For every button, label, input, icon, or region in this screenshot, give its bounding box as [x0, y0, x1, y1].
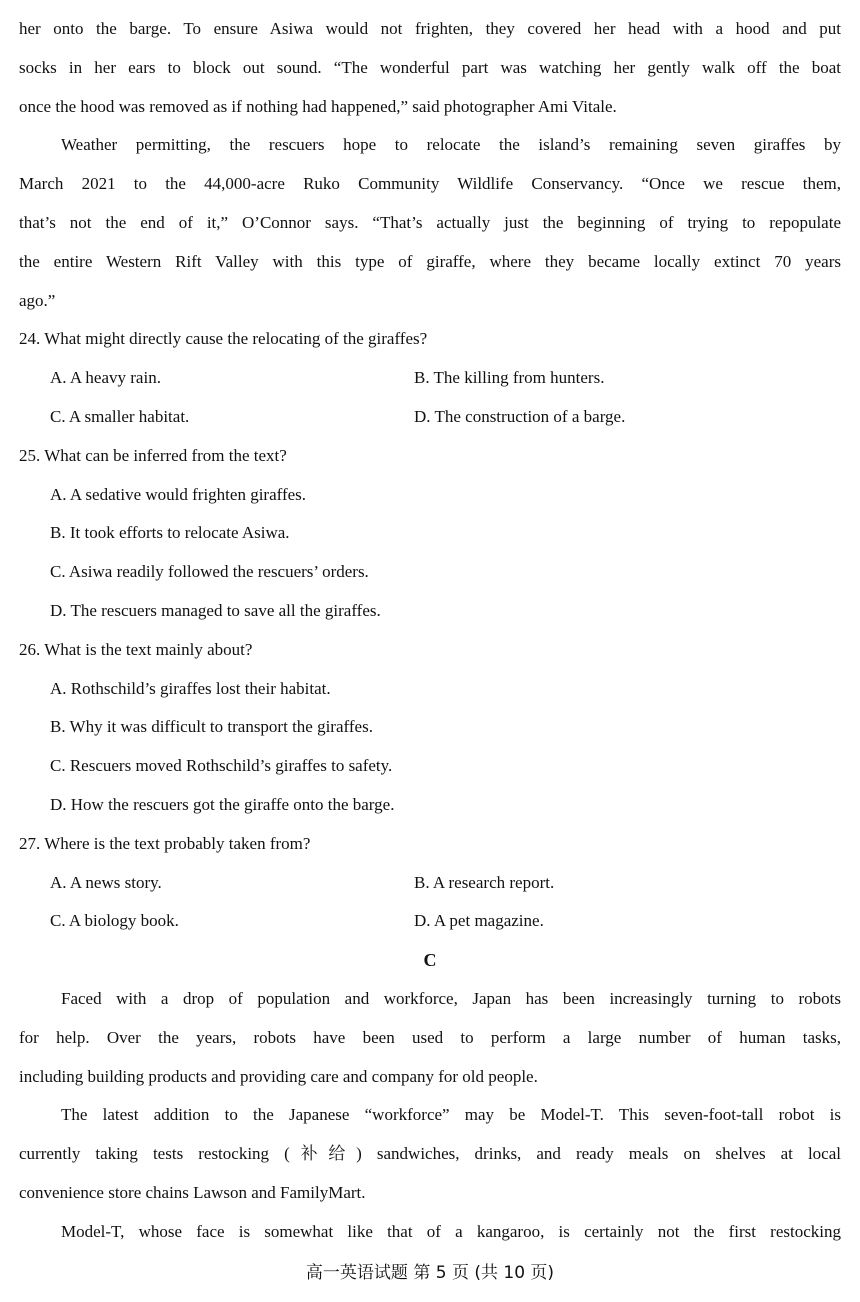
question-stem: 27. Where is the text probably taken from?	[19, 833, 311, 853]
question-27	[19, 825, 841, 941]
text-line: currently taking tests restocking (补给) sandwiches, drinks, and ready meals on shelves at local	[19, 1144, 841, 1164]
question-stem: 25. What can be inferred from the text?	[19, 445, 287, 465]
option-b: B. A research report.	[414, 872, 555, 892]
option-b: B. Why it was difficult to transport the giraffes.	[50, 717, 373, 737]
option-c: C. A smaller habitat.	[50, 406, 190, 426]
text-line: her onto the barge. To ensure Asiwa would not frighten, they covered her head with a hood and put	[19, 19, 841, 38]
option-row	[19, 398, 841, 437]
passage-b-paragraph-2	[19, 126, 841, 320]
option-b: B. The killing from hunters.	[414, 368, 605, 388]
option-row	[19, 902, 841, 941]
passage-c-paragraph-3	[19, 1213, 841, 1252]
option-d: D. How the rescuers got the giraffe onto the barge.	[50, 794, 395, 814]
exam-page	[19, 10, 841, 1252]
option-d: D. The construction of a barge.	[414, 406, 626, 426]
question-stem: 26. What is the text mainly about?	[19, 639, 253, 659]
passage-c-paragraph-2	[19, 1096, 841, 1212]
text-line: socks in her ears to block out sound. “The wonderful part was watching her gently walk off the boat	[19, 57, 841, 77]
option-a: A. A heavy rain.	[50, 368, 161, 388]
option-a: A. Rothschild’s giraffes lost their habitat.	[50, 678, 331, 698]
option-a: A. A sedative would frighten giraffes.	[50, 484, 307, 504]
text-line: once the hood was removed as if nothing had happened,” said photographer Ami Vitale.	[19, 96, 617, 116]
question-24	[19, 320, 841, 436]
text-line: including building products and providing care and company for old people.	[19, 1066, 538, 1086]
text-line: that’s not the end of it,” O’Connor says. “That’s actually just the beginning of trying to repopulate	[19, 212, 841, 232]
text-line: ago.”	[19, 290, 56, 310]
option-row	[19, 864, 841, 903]
question-26	[19, 631, 841, 825]
passage-b-paragraph-1	[19, 10, 841, 126]
question-25	[19, 437, 841, 631]
passage-c-paragraph-1	[19, 980, 841, 1096]
section-heading: C	[423, 950, 437, 971]
option-d: D. A pet magazine.	[414, 911, 544, 931]
option-c: C. Rescuers moved Rothschild’s giraffes to safety.	[50, 756, 393, 776]
text-line: Faced with a drop of population and workforce, Japan has been increasingly turning to robots	[61, 988, 841, 1008]
text-line: the entire Western Rift Valley with this type of giraffe, where they became locally extinct 70 years	[19, 251, 841, 271]
text-line: convenience store chains Lawson and FamilyMart.	[19, 1182, 366, 1202]
page-footer: 高一英语试题 第 5 页 (共 10 页)	[305, 1263, 555, 1283]
text-line: The latest addition to the Japanese “workforce” may be Model-T. This seven-foot-tall robot is	[61, 1105, 841, 1125]
text-line: Model-T, whose face is somewhat like that of a kangaroo, is certainly not the first restocking	[61, 1221, 841, 1241]
option-d: D. The rescuers managed to save all the giraffes.	[50, 600, 381, 620]
text-line: Weather permitting, the rescuers hope to relocate the island’s remaining seven giraffes by	[61, 135, 841, 155]
text-line: for help. Over the years, robots have been used to perform a large number of human tasks,	[19, 1027, 841, 1047]
text-line: March 2021 to the 44,000-acre Ruko Community Wildlife Conservancy. “Once we rescue them,	[19, 174, 841, 194]
option-c: C. A biology book.	[50, 911, 179, 931]
option-a: A. A news story.	[50, 872, 162, 892]
option-row	[19, 359, 841, 398]
option-c: C. Asiwa readily followed the rescuers’ orders.	[50, 562, 369, 582]
question-stem: 24. What might directly cause the relocating of the giraffes?	[19, 329, 428, 349]
option-b: B. It took efforts to relocate Asiwa.	[50, 523, 290, 543]
